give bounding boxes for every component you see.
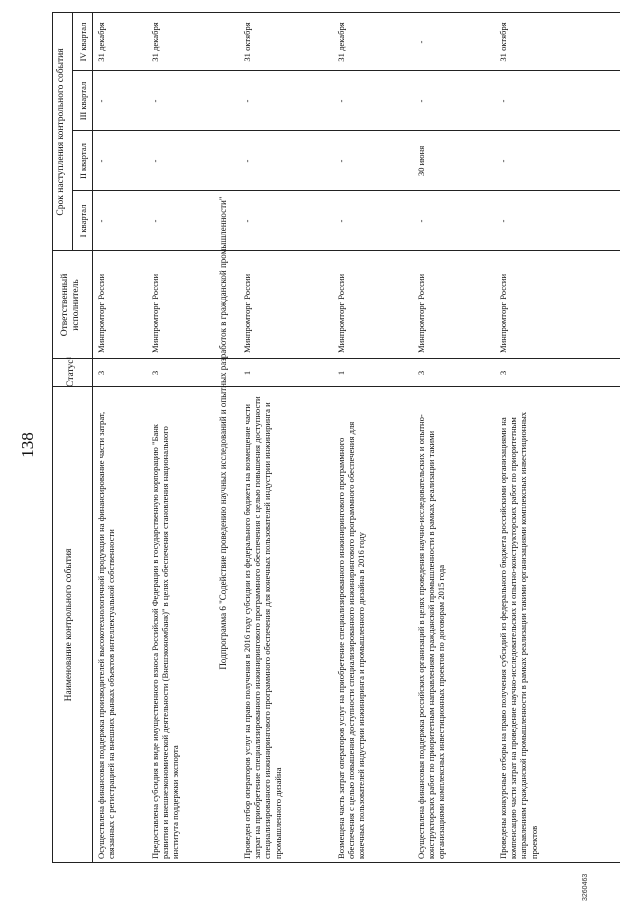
event-q4: 31 октября	[242, 22, 252, 62]
event-q1: -	[498, 219, 508, 223]
event-status: 3	[96, 370, 106, 376]
event-q3: -	[498, 99, 508, 103]
event-status: 1	[336, 370, 346, 376]
event-q2: -	[242, 159, 252, 163]
header-q4: IV квартал	[78, 22, 88, 62]
event-executor: Минпромторг России	[336, 273, 346, 353]
event-q3: -	[336, 99, 346, 103]
event-status: 3	[498, 370, 508, 376]
event-status: 3	[416, 370, 426, 376]
event-q4: 31 декабря	[96, 22, 106, 62]
event-q2: -	[498, 159, 508, 163]
event-q1: -	[416, 219, 426, 223]
header-q2: II квартал	[78, 143, 88, 179]
header-q1: I квартал	[78, 204, 88, 238]
document-code: 3260463	[582, 873, 589, 901]
event-q3: -	[150, 99, 160, 103]
event-q4: 31 декабря	[150, 22, 160, 62]
event-executor: Минпромторг России	[150, 273, 160, 353]
event-status: 1	[242, 370, 252, 376]
event-name: Возмещена часть затрат операторов услуг на приобретение специализированного инжинирингового программного обеспечения с целью повышения доступности специализированного инжинирингового программного обеспечения для конечных пользователей индустрии инжиниринга и промышленного дизайна в 2016 году	[336, 421, 367, 859]
event-q1: -	[336, 219, 346, 223]
grid-line	[92, 13, 93, 863]
event-q2: 30 июня	[416, 145, 426, 177]
page-number: 138	[18, 432, 37, 458]
event-q3: -	[96, 99, 106, 103]
event-q1: -	[242, 219, 252, 223]
event-q2: -	[336, 159, 346, 163]
event-executor: Минпромторг России	[242, 273, 252, 353]
event-executor: Минпромторг России	[498, 273, 508, 353]
event-name: Осуществлена финансовая поддержка производителей высокотехнологичной продукции на финансирование части затрат, связанных с регистрацией на внешних рынках объектов интеллектуальной собственности	[96, 411, 117, 859]
header-status: Статус¹	[66, 356, 76, 387]
control-events-table	[52, 13, 620, 863]
event-name: Осуществлена финансовая поддержка российских организаций в целях проведения научно-исследовательских и опытно-конструкторских работ по приоритетным направлениям гражданской промышленности в рамках реализации такими организациями комплексных инвестиционных проектов по договорам 2015 года	[416, 414, 447, 859]
event-q2: -	[96, 159, 106, 163]
event-executor: Минпромторг России	[96, 273, 106, 353]
header-deadline: Срок наступления контрольного события	[56, 48, 66, 216]
event-q4: 31 декабря	[336, 22, 346, 62]
event-q2: -	[150, 159, 160, 163]
grid-line	[52, 13, 53, 863]
event-q3: -	[242, 99, 252, 103]
header-name: Наименование контрольного события	[64, 548, 74, 702]
header-q3: III квартал	[78, 81, 88, 121]
event-q3: -	[416, 99, 426, 103]
grid-line	[72, 13, 73, 251]
header-executor: Ответственный исполнитель	[60, 273, 81, 337]
event-q4: -	[416, 40, 426, 44]
event-q1: -	[150, 219, 160, 223]
event-q4: 31 октября	[498, 22, 508, 62]
event-executor: Минпромторг России	[416, 273, 426, 353]
event-status: 3	[150, 370, 160, 376]
grid-line	[52, 862, 620, 863]
event-name: Предоставлена субсидия в виде имущественного взноса Российской Федерации в государственную корпорацию "Банк развития и внешнеэкономической деятельности (Внешэкономбанк)" в целях обеспечения становления национального института поддержки экспорта	[150, 424, 181, 859]
subprogram-title: Подпрограмма 6 "Содействие проведению научных исследований и опытных разработок в гражданской промышленности"	[218, 196, 228, 670]
event-name: Проведен отбор операторов услуг на право получения в 2016 году субсидии из федерального бюджета на возмещение части затрат на приобретение специализированного инжинирингового программного обеспечения с целью повышения доступности специализированного инжинирингового программного обеспечения для конечных пользователей индустрии инжиниринга и промышленного дизайна	[242, 396, 283, 859]
event-name: Проведены конкурсные отборы на право получения субсидий из федерального бюджета российскими организациями на компенсацию части затрат на проведение научно-исследовательских и опытно-конструкторских работ по приоритетным направлениям гражданской промышленности в рамках реализации такими организациями комплексных инвестиционных проектов	[498, 411, 539, 859]
event-q1: -	[96, 219, 106, 223]
